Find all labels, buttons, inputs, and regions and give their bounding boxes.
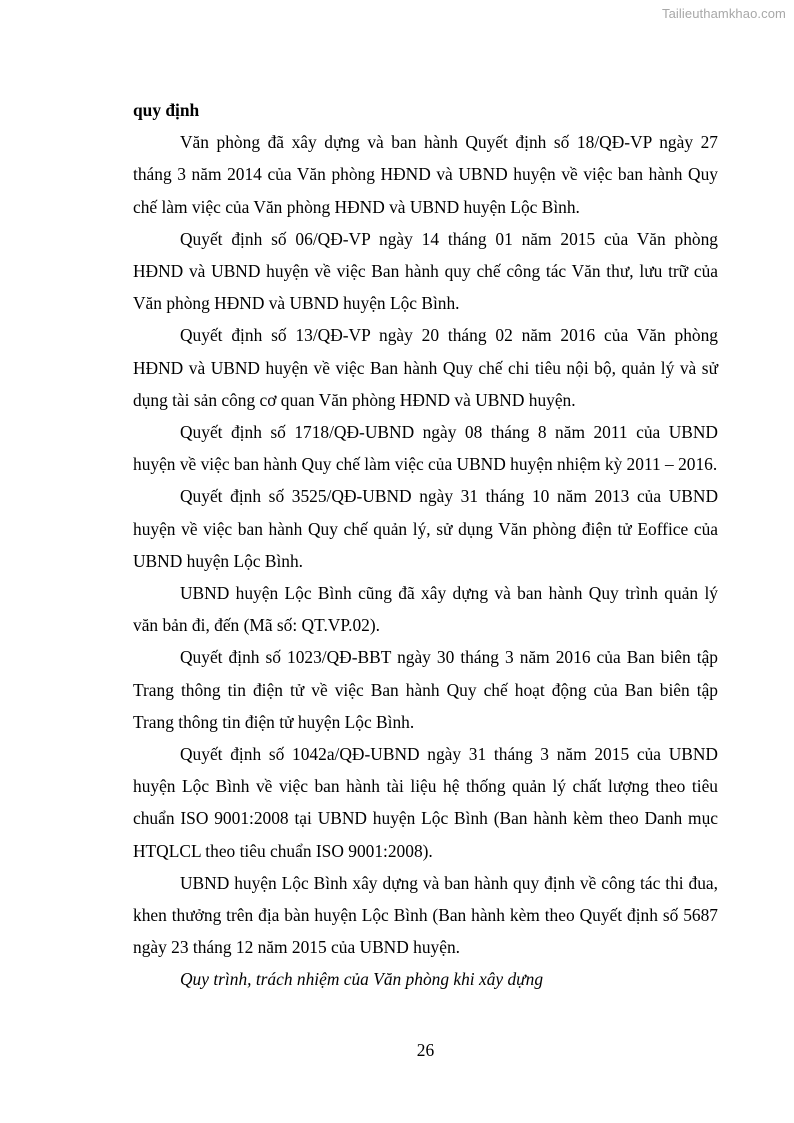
paragraph: UBND huyện Lộc Bình cũng đã xây dựng và ban hành Quy trình quản lý văn bản đi, đến (Mã số: QT.VP.02). (133, 583, 718, 636)
watermark: Tailieuthamkhao.com (661, 6, 786, 21)
section-heading: quy định (133, 100, 200, 120)
paragraph: Quyết định số 3525/QĐ-UBND ngày 31 tháng 10 năm 2013 của UBND huyện về việc ban hành Quy chế quản lý, sử dụng Văn phòng điện tử Eoffice của UBND huyện Lộc Bình. (133, 486, 718, 571)
paragraph: Quyết định số 1718/QĐ-UBND ngày 08 tháng 8 năm 2011 của UBND huyện về việc ban hành Quy chế làm việc của UBND huyện nhiệm kỳ 2011 – 2016. (133, 422, 718, 475)
paragraph: Văn phòng đã xây dựng và ban hành Quyết định số 18/QĐ-VP ngày 27 tháng 3 năm 2014 của Văn phòng HĐND và UBND huyện về việc ban hành Quy chế làm việc của Văn phòng HĐND và UBND huyện Lộc Bình. (133, 132, 718, 217)
paragraph: Quyết định số 1042a/QĐ-UBND ngày 31 tháng 3 năm 2015 của UBND huyện Lộc Bình về việc ban hành tài liệu hệ thống quản lý chất lượng theo tiêu chuẩn ISO 9001:2008 tại UBND huyện Lộc Bình (Ban hành kèm theo Danh mục HTQLCL theo tiêu chuẩn ISO 9001:2008). (133, 744, 718, 861)
paragraph: Quyết định số 1023/QĐ-BBT ngày 30 tháng 3 năm 2016 của Ban biên tập Trang thông tin điện tử về việc Ban hành Quy chế hoạt động của Ban biên tập Trang thông tin điện tử huyện Lộc Bình. (133, 647, 718, 732)
paragraph: Quyết định số 06/QĐ-VP ngày 14 tháng 01 năm 2015 của Văn phòng HĐND và UBND huyện về việc Ban hành quy chế công tác Văn thư, lưu trữ của Văn phòng HĐND và UBND huyện Lộc Bình. (133, 228, 718, 314)
italic-subheading: Quy trình, trách nhiệm của Văn phòng khi xây dựng (180, 969, 544, 990)
body-text (133, 94, 718, 996)
page-number: 26 (416, 1040, 435, 1060)
paragraph: UBND huyện Lộc Bình xây dựng và ban hành quy định về công tác thi đua, khen thưởng trên địa bàn huyện Lộc Bình (Ban hành kèm theo Quyết định số 5687 ngày 23 tháng 12 năm 2015 của UBND huyện. (133, 872, 718, 958)
paragraph: Quyết định số 13/QĐ-VP ngày 20 tháng 02 năm 2016 của Văn phòng HĐND và UBND huyện về việc Ban hành Quy chế chi tiêu nội bộ, quản lý và sử dụng tài sản công cơ quan Văn phòng HĐND và UBND huyện. (133, 325, 718, 410)
